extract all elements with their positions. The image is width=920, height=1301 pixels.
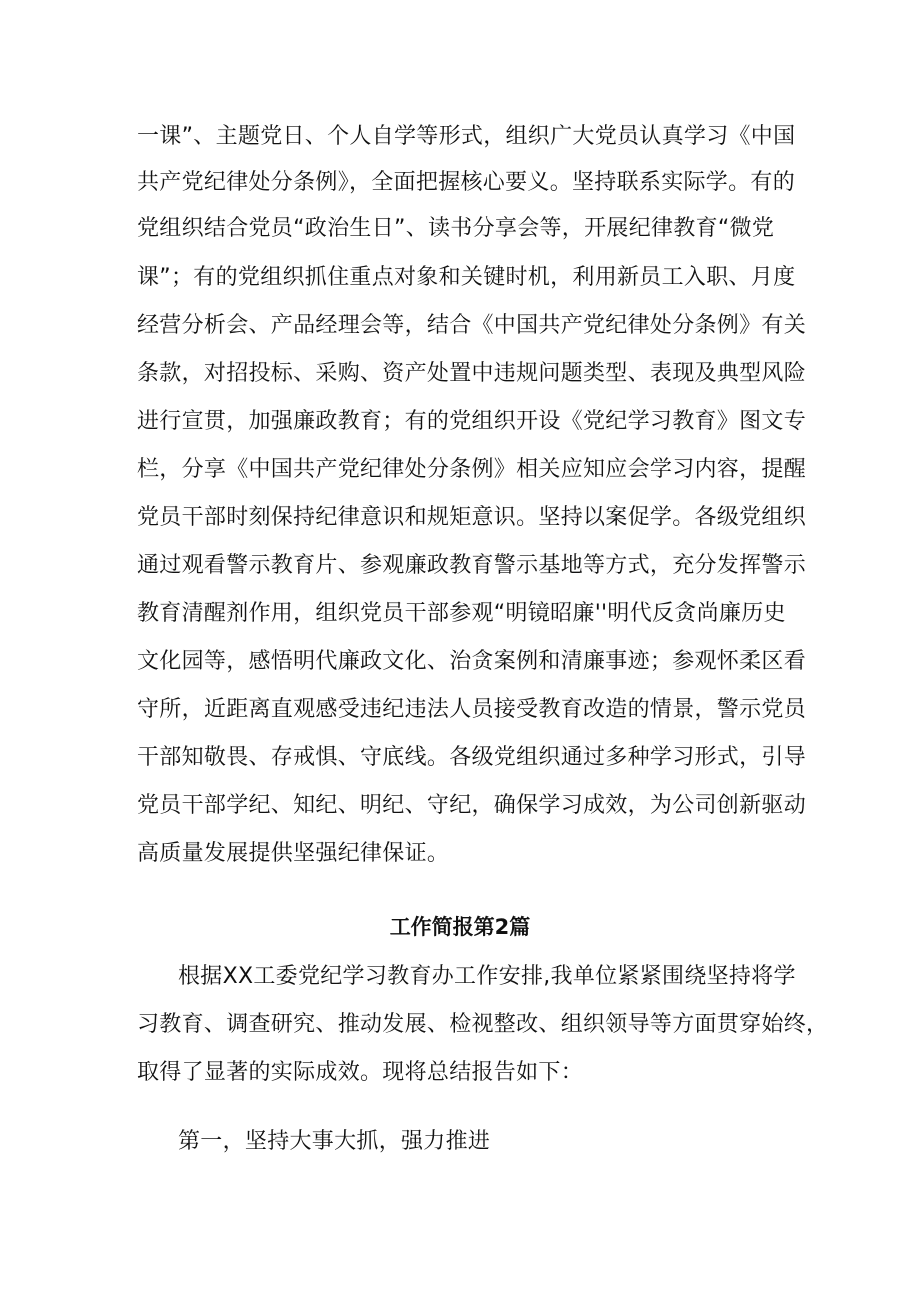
paragraph-line: 根据XX工委党纪学习教育办工作安排,我单位紧紧围绕坚持将学 bbox=[178, 964, 796, 989]
paragraph-line: 干部知敬畏、存戒惧、守底线。各级党组织通过多种学习形式，引导 bbox=[137, 745, 807, 770]
paragraph-line: 通过观看警示教育片、参观廉政教育警示基地等方式，充分发挥警示 bbox=[137, 553, 807, 578]
paragraph-line: 栏，分享《中国共产党纪律处分条例》相关应知应会学习内容，提醒 bbox=[137, 457, 807, 482]
paragraph-line: 习教育、调查研究、推动发展、检视整改、组织领导等方面贯穿始终， bbox=[137, 1012, 829, 1037]
paragraph-line: 进行宣贯，加强廉政教育；有的党组织开设《党纪学习教育》图文专 bbox=[137, 409, 807, 434]
paragraph-line: 共产党纪律处分条例》，全面把握核心要义。坚持联系实际学。有的 bbox=[137, 170, 796, 195]
paragraph-line: 一课”、主题党日、个人自学等形式，组织广大党员认真学习《中国 bbox=[137, 124, 796, 149]
paragraph-line: 文化园等，感悟明代廉政文化、治贪案例和清廉事迹；参观怀柔区看 bbox=[137, 649, 807, 674]
paragraph-line: 课”；有的党组织抓住重点对象和关键时机，利用新员工入职、月度 bbox=[137, 265, 796, 290]
paragraph-line: 守所，近距离直观感受违纪违法人员接受教育改造的情景，警示党员 bbox=[137, 697, 807, 722]
paragraph-line: 教育清醒剂作用，组织党员干部参观“明镜昭廉''明代反贪尚廉历史 bbox=[137, 601, 786, 626]
paragraph-line: 党员干部时刻保持纪律意识和规矩意识。坚持以案促学。各级党组织 bbox=[137, 505, 807, 530]
paragraph-line: 党员干部学纪、知纪、明纪、守纪，确保学习成效，为公司创新驱动 bbox=[137, 793, 807, 818]
paragraph-line: 党组织结合党员“政治生日”、读书分享会等，开展纪律教育“微党 bbox=[137, 216, 775, 241]
paragraph-line: 经营分析会、产品经理会等，结合《中国共产党纪律处分条例》有关 bbox=[137, 313, 807, 338]
paragraph-line: 条款，对招投标、采购、资产处置中违规问题类型、表现及典型风险 bbox=[137, 361, 807, 386]
paragraph-line: 取得了显著的实际成效。现将总结报告如下： bbox=[137, 1060, 584, 1085]
paragraph-line: 高质量发展提供坚强纪律保证。 bbox=[137, 841, 450, 866]
subheading: 第一，坚持大事大抓，强力推进 bbox=[178, 1129, 491, 1154]
section-heading: 工作简报第2篇 bbox=[389, 915, 531, 939]
